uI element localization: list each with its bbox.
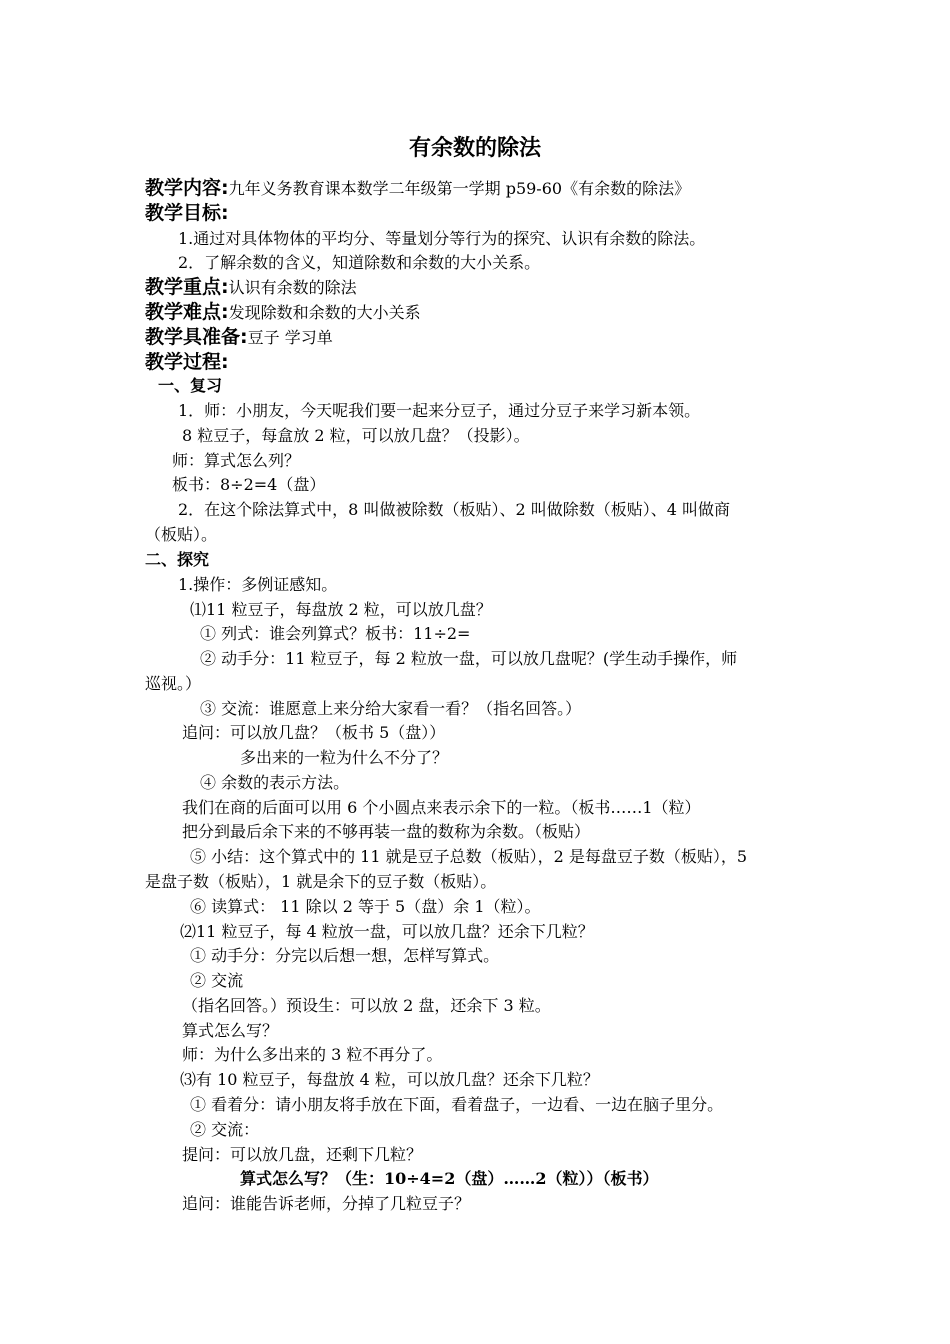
goal-item: 2．了解余数的含义，知道除数和余数的大小关系。 xyxy=(178,253,541,272)
explore-line: 提问：可以放几盘，还剩下几粒？ xyxy=(182,1145,423,1164)
review-line: 师：算式怎么列？ xyxy=(172,451,301,470)
explore-line: 多出来的一粒为什么不分了？ xyxy=(240,748,449,767)
materials-label: 教学具准备: xyxy=(145,326,248,348)
explore-line: 是盘子数（板贴），1 就是余下的豆子数（板贴）。 xyxy=(145,872,497,891)
content-text: 九年义务教育课本数学二年级第一学期 p59-60《有余数的除法》 xyxy=(228,179,691,198)
explore-line: ② 动手分：11 粒豆子，每 2 粒放一盘，可以放几盘呢？(学生动手操作，师 xyxy=(200,649,738,668)
explore-line: 巡视。） xyxy=(145,674,202,693)
difficulty-row xyxy=(145,300,421,324)
goal-item: 1.通过对具体物体的平均分、等量划分等行为的探究、认识有余数的除法。 xyxy=(178,229,706,248)
explore-line: 算式怎么写？（生：10÷4=2（盘）……2（粒））（板书） xyxy=(240,1169,659,1188)
focus-label: 教学重点: xyxy=(145,276,229,298)
explore-line: ⑥ 读算式： 11 除以 2 等于 5（盘）余 1（粒）。 xyxy=(190,897,541,916)
content-row xyxy=(145,176,690,200)
explore-line: ⑴11 粒豆子，每盘放 2 粒，可以放几盘？ xyxy=(190,600,492,619)
explore-line: ④ 余数的表示方法。 xyxy=(200,773,350,792)
explore-line: ① 看着分：请小朋友将手放在下面，看着盘子，一边看、一边在脑子里分。 xyxy=(190,1095,724,1114)
explore-line: 师：为什么多出来的 3 粒不再分了。 xyxy=(182,1045,443,1064)
review-heading: 一、复习 xyxy=(158,376,223,395)
goals-label: 教学目标: xyxy=(145,202,229,224)
explore-line: 追问：可以放几盘？（板书 5（盘）） xyxy=(182,723,446,742)
process-row xyxy=(145,350,229,374)
materials-text: 豆子 学习单 xyxy=(247,328,333,347)
explore-line: ① 动手分：分完以后想一想，怎样写算式。 xyxy=(190,946,500,965)
review-line: 8 粒豆子，每盒放 2 粒，可以放几盘？（投影）。 xyxy=(182,426,530,445)
content-label: 教学内容: xyxy=(145,177,229,199)
review-line: 1．师：小朋友，今天呢我们要一起来分豆子，通过分豆子来学习新本领。 xyxy=(178,401,701,420)
explore-line: ⑵11 粒豆子，每 4 粒放一盘，可以放几盘？还余下几粒？ xyxy=(180,922,594,941)
difficulty-label: 教学难点: xyxy=(145,301,229,323)
explore-line: ① 列式：谁会列算式？板书：11÷2= xyxy=(200,624,471,643)
explore-line: ⑶有 10 粒豆子，每盘放 4 粒，可以放几盘？还余下几粒？ xyxy=(180,1070,599,1089)
explore-line: ② 交流 xyxy=(190,971,244,990)
explore-line: 1.操作：多例证感知。 xyxy=(178,575,338,594)
review-line: 板书：8÷2=4（盘） xyxy=(172,475,326,494)
review-line: （板贴）。 xyxy=(145,525,218,544)
explore-line: ② 交流： xyxy=(190,1120,260,1139)
explore-line: 追问：谁能告诉老师，分掉了几粒豆子？ xyxy=(182,1194,471,1213)
explore-line: 算式怎么写？ xyxy=(182,1021,279,1040)
explore-line: 把分到最后余下来的不够再装一盘的数称为余数。（板贴） xyxy=(182,822,591,841)
explore-line: ③ 交流：谁愿意上来分给大家看一看？（指名回答。） xyxy=(200,699,582,718)
review-line: 2．在这个除法算式中，8 叫做被除数（板贴）、2 叫做除数（板贴）、4 叫做商 xyxy=(178,500,730,519)
explore-line: （指名回答。）预设生：可以放 2 盘，还余下 3 粒。 xyxy=(182,996,551,1015)
focus-text: 认识有余数的除法 xyxy=(228,278,357,297)
goals-row xyxy=(145,201,229,225)
process-label: 教学过程: xyxy=(145,351,229,373)
page-title: 有余数的除法 xyxy=(408,136,541,161)
materials-row xyxy=(145,325,333,349)
explore-line: 我们在商的后面可以用 6 个小圆点来表示余下的一粒。（板书……1（粒） xyxy=(182,798,701,817)
focus-row xyxy=(145,275,357,299)
explore-heading: 二、探究 xyxy=(145,550,210,569)
explore-line: ⑤ 小结：这个算式中的 11 就是豆子总数（板贴），2 是每盘豆子数（板贴），5 xyxy=(190,847,748,866)
difficulty-text: 发现除数和余数的大小关系 xyxy=(228,303,421,322)
